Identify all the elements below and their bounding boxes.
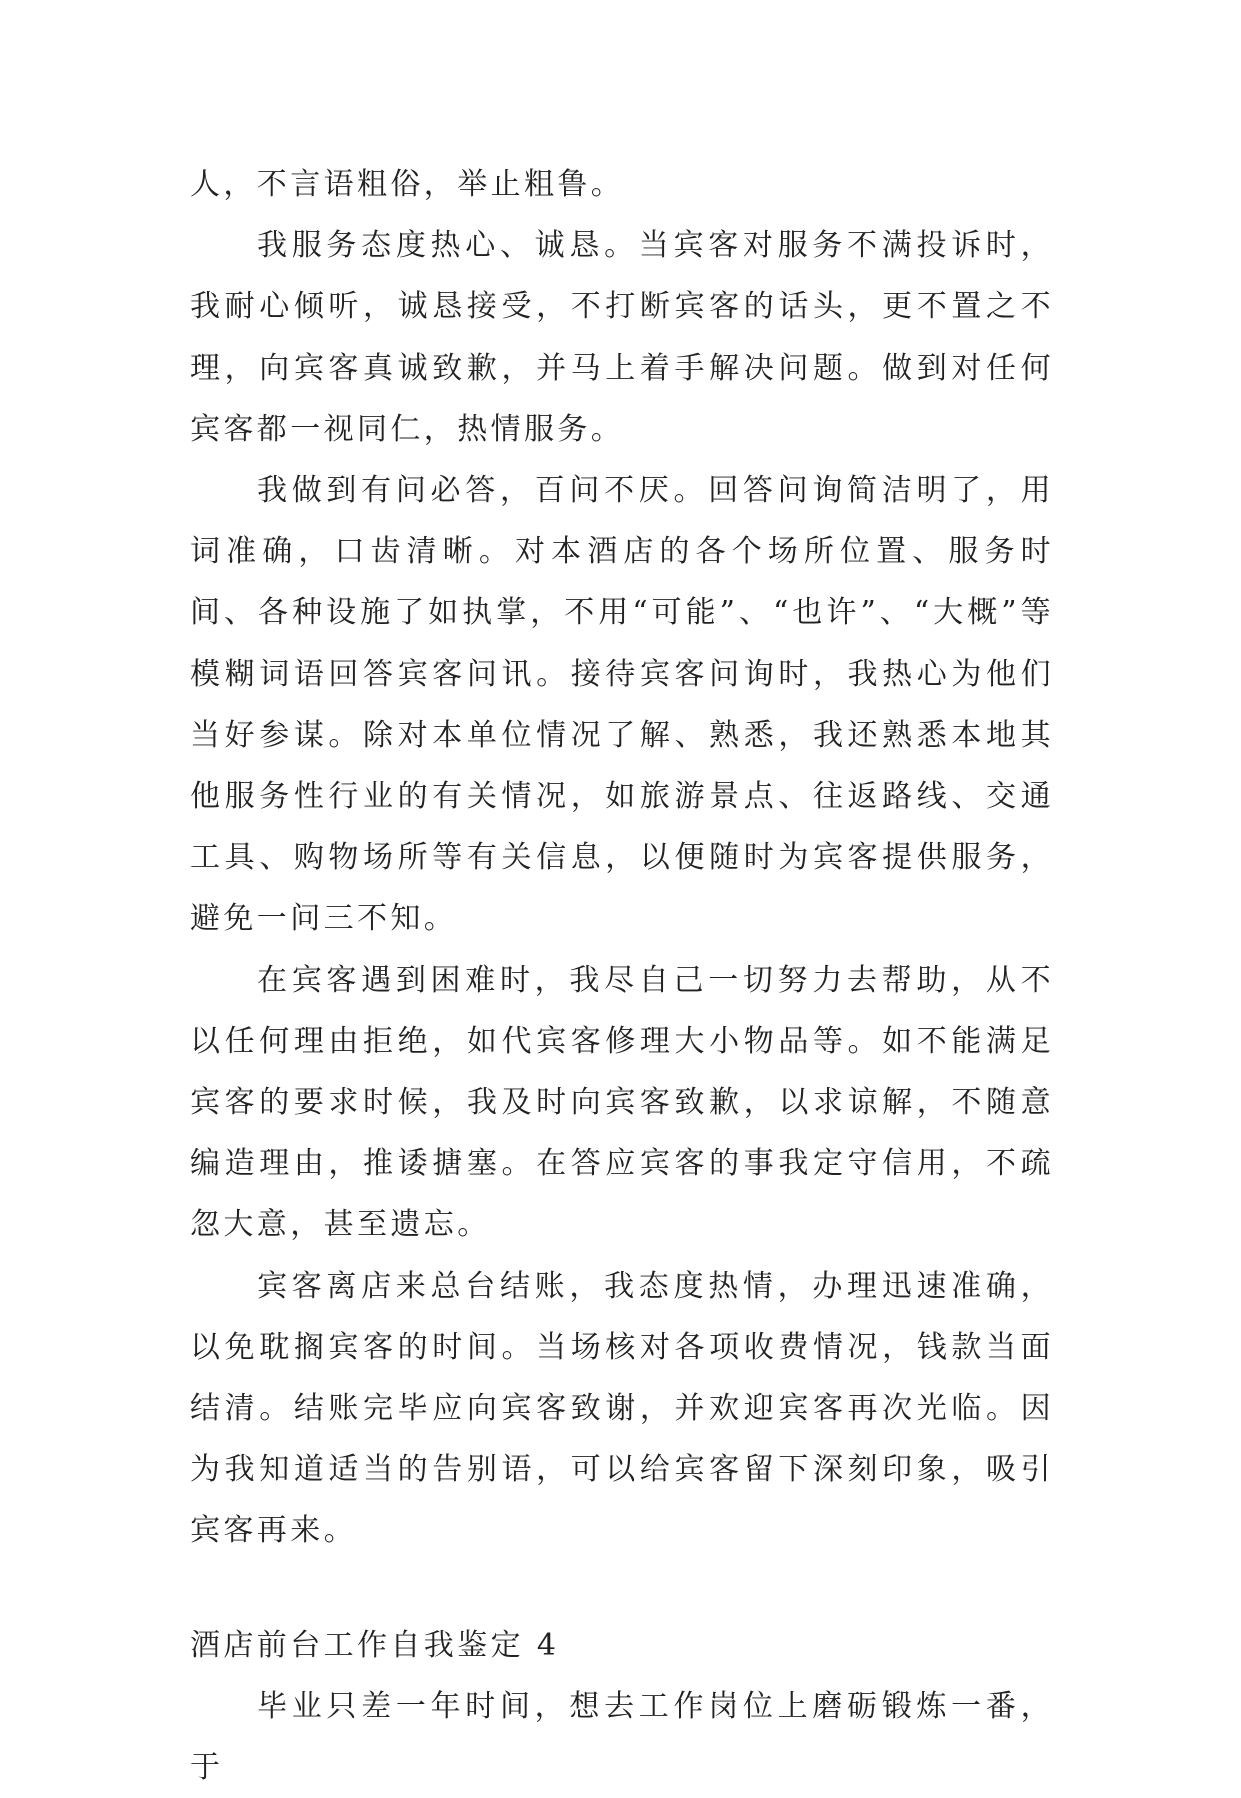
document-body: [190, 154, 1054, 1798]
paragraph-section-start: 毕业只差一年时间，想去工作岗位上磨砺锻炼一番，于: [190, 1688, 1054, 1786]
paragraph-service-attitude: 我服务态度热心、诚恳。当宾客对服务不满投诉时，我耐心倾听，诚恳接受，不打断宾客的话头，更不置之不理，向宾客真诚致歉，并马上着手解决问题。做到对任何宾客都一视同仁，热情服务。: [190, 228, 1054, 447]
paragraph-checkout: 宾客离店来总台结账，我态度热情，办理迅速准确，以免耽搁宾客的时间。当场核对各项收费情况，钱款当面结清。结账完毕应向宾客致谢，并欢迎宾客再次光临。因为我知道适当的告别语，可以给宾客留下深刻印象，吸引宾客再来。: [190, 1268, 1054, 1549]
paragraph-continued: 人，不言语粗俗，举止粗鲁。: [190, 167, 625, 202]
section-heading: 酒店前台工作自我鉴定 4: [190, 1627, 560, 1663]
paragraph-answering-questions: 我做到有问必答，百问不厌。回答问询简洁明了，用词准确，口齿清晰。对本酒店的各个场所位置、服务时间、各种设施了如执掌，不用“可能”、“也许”、“大概”等模糊词语回答宾客问讯。接待宾客问询时，我热心为他们当好参谋。除对本单位情况了解、熟悉，我还熟悉本地其他服务性行业的有关情况，如旅游景点、往返路线、交通工具、购物场所等有关信息，以便随时为宾客提供服务，避免一问三不知。: [190, 473, 1054, 937]
paragraph-helping-guests: 在宾客遇到困难时，我尽自己一切努力去帮助，从不以任何理由拒绝，如代宾客修理大小物品等。如不能满足宾客的要求时候，我及时向宾客致歉，以求谅解，不随意编造理由，推诿搪塞。在答应宾客的事我定守信用，不疏忽大意，甚至遗忘。: [190, 962, 1054, 1243]
